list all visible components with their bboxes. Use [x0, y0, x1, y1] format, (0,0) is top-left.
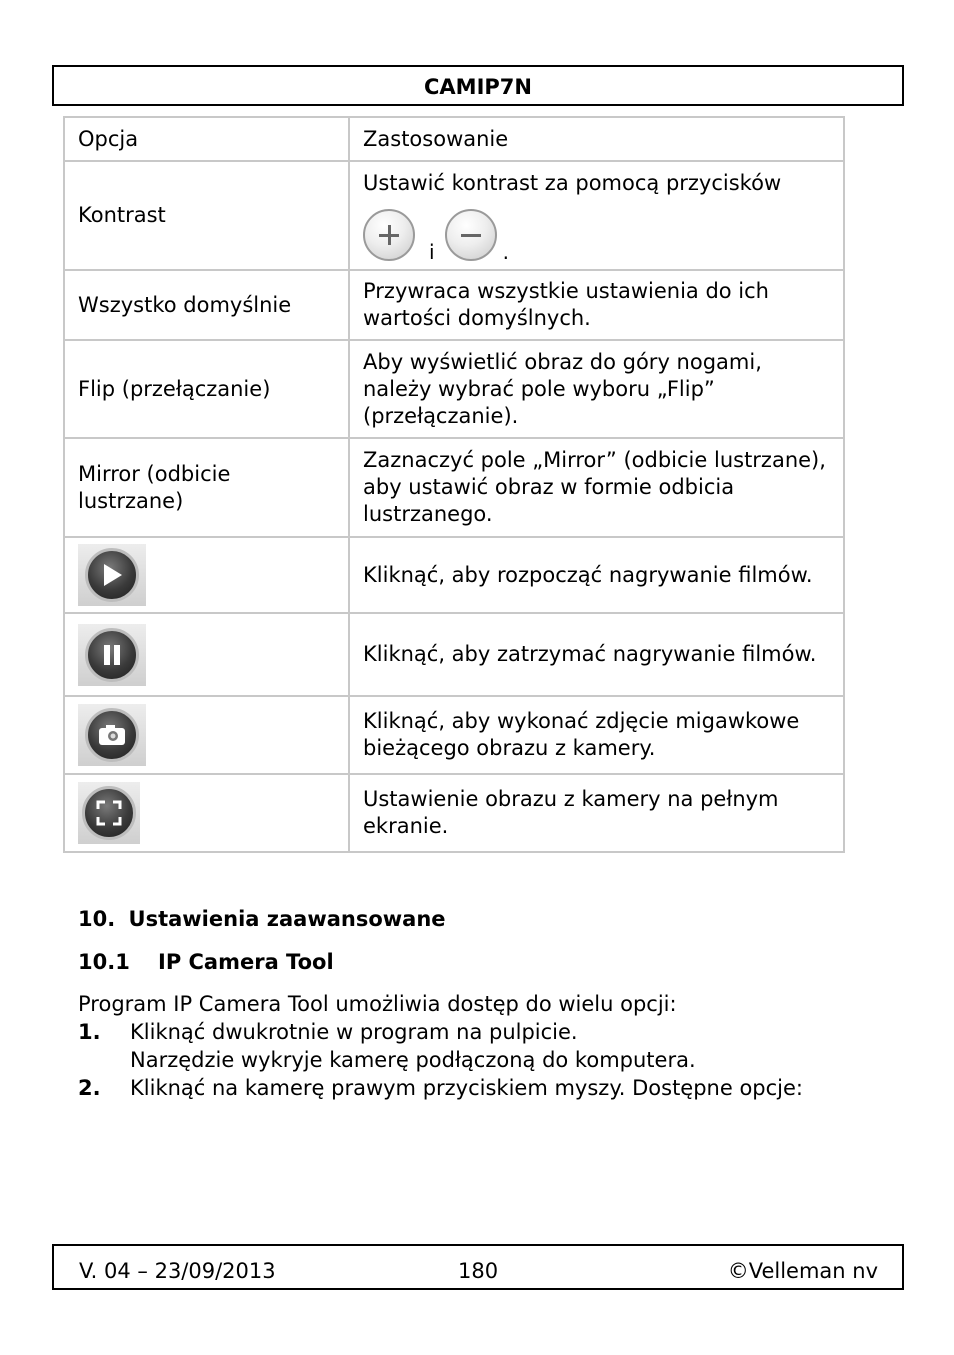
- section-heading: [78, 907, 446, 931]
- intro-paragraph: Program IP Camera Tool umożliwia dostęp do wielu opcji:: [78, 992, 677, 1016]
- document-footer: [52, 1244, 904, 1290]
- table-row: [64, 161, 844, 270]
- column-header-option: Opcja: [64, 117, 349, 161]
- list-item: [78, 1074, 803, 1102]
- description-cell: Kliknąć, aby zatrzymać nagrywanie filmów.: [349, 613, 844, 696]
- description-cell: Zaznaczyć pole „Mirror” (odbicie lustrzane), aby ustawić obraz w formie odbicia lustrzanego.: [349, 438, 844, 537]
- play-icon: [78, 544, 146, 606]
- description-cell: Kliknąć, aby rozpocząć nagrywanie filmów.: [349, 537, 844, 613]
- option-cell: Kontrast: [64, 161, 349, 270]
- contrast-buttons: [363, 199, 831, 264]
- table-row: [64, 774, 844, 852]
- camera-icon: [78, 704, 146, 766]
- plus-icon: [363, 209, 415, 261]
- option-cell: Wszystko domyślnie: [64, 270, 349, 340]
- table-row: [64, 696, 844, 774]
- description-cell: Kliknąć, aby wykonać zdjęcie migawkowe bieżącego obrazu z kamery.: [349, 696, 844, 774]
- table-row: [64, 613, 844, 696]
- footer-copyright: ©Velleman nv: [727, 1259, 878, 1283]
- icon-cell: [64, 537, 349, 613]
- minus-icon: [445, 209, 497, 261]
- table-row: [64, 537, 844, 613]
- description-cell: Przywraca wszystkie ustawienia do ich wartości domyślnych.: [349, 270, 844, 340]
- step-number: 2.: [78, 1076, 101, 1100]
- option-cell: Mirror (odbicie lustrzane): [64, 438, 349, 537]
- table-row: [64, 340, 844, 438]
- icon-cell: [64, 613, 349, 696]
- fullscreen-icon: [78, 782, 140, 844]
- option-cell: Flip (przełączanie): [64, 340, 349, 438]
- footer-version: V. 04 – 23/09/2013: [79, 1259, 276, 1283]
- column-header-usage: Zastosowanie: [349, 117, 844, 161]
- table-row: [64, 270, 844, 340]
- description-cell: Ustawienie obrazu z kamery na pełnym ekranie.: [349, 774, 844, 852]
- footer-page-number: 180: [458, 1259, 499, 1283]
- section-number: 10.: [78, 907, 116, 931]
- subsection-title: IP Camera Tool: [158, 950, 334, 974]
- subsection-number: 10.1: [78, 950, 130, 974]
- description-text: Ustawić kontrast za pomocą przycisków: [363, 171, 782, 195]
- icon-cell: [64, 774, 349, 852]
- icon-cell: [64, 696, 349, 774]
- header-title: CAMIP7N: [424, 75, 532, 99]
- connector-text: i: [429, 240, 435, 264]
- document-header: [52, 65, 904, 106]
- list-item: [78, 1018, 803, 1074]
- step-text: Kliknąć na kamerę prawym przyciskiem myszy. Dostępne opcje:: [130, 1076, 804, 1100]
- table-row: [64, 438, 844, 537]
- section-title: Ustawienia zaawansowane: [128, 907, 446, 931]
- subsection-heading: [78, 950, 334, 974]
- options-table: [63, 116, 845, 853]
- step-number: 1.: [78, 1020, 101, 1044]
- table-header-row: [64, 117, 844, 161]
- step-text: Narzędzie wykryje kamerę podłączoną do komputera.: [130, 1048, 696, 1072]
- terminator-text: .: [502, 240, 509, 264]
- description-cell: Aby wyświetlić obraz do góry nogami, należy wybrać pole wyboru „Flip” (przełączanie).: [349, 340, 844, 438]
- steps-list: [78, 1018, 803, 1102]
- description-cell: [349, 161, 844, 270]
- pause-icon: [78, 624, 146, 686]
- step-text: Kliknąć dwukrotnie w program na pulpicie.: [130, 1020, 578, 1044]
